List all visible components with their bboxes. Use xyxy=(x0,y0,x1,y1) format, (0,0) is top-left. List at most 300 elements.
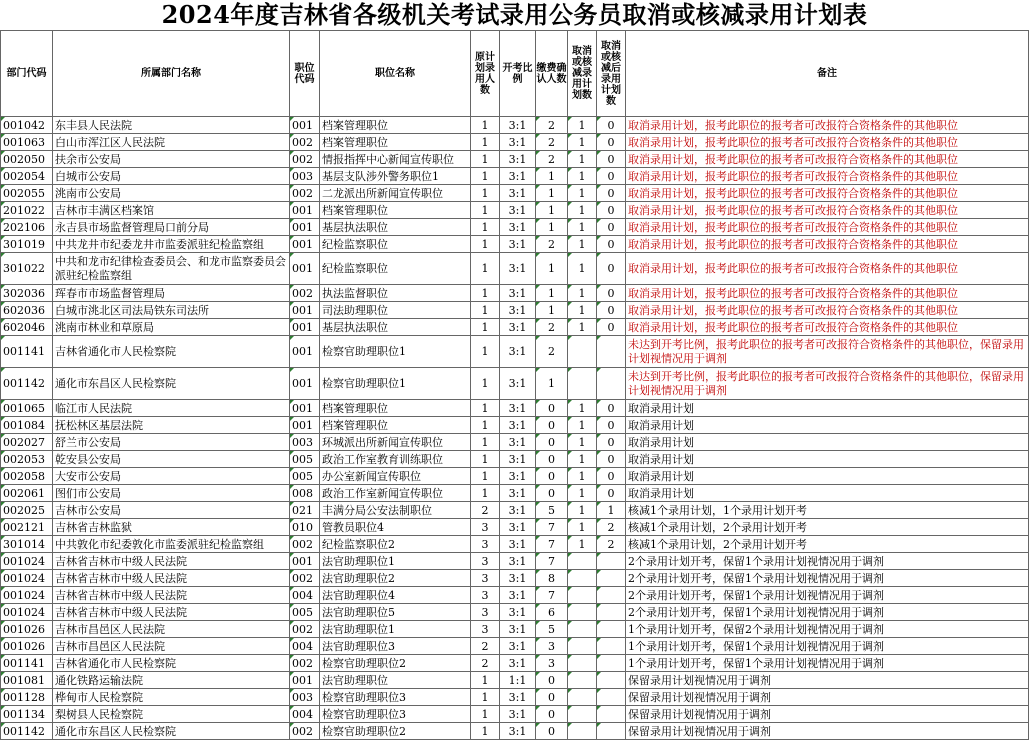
cell-cut: 1 xyxy=(568,253,597,285)
cell-remark: 取消录用计划，报考此职位的报考者可改报符合资格条件的其他职位 xyxy=(626,236,1029,253)
table-row xyxy=(1,502,1029,519)
cell-cut xyxy=(568,706,597,723)
table-row xyxy=(1,706,1029,723)
cell-planned: 1 xyxy=(471,134,500,151)
cell-cut xyxy=(568,638,597,655)
cell-pos-code: 001 xyxy=(290,368,320,400)
cell-after xyxy=(597,706,626,723)
cell-cut: 1 xyxy=(568,236,597,253)
cell-cut: 1 xyxy=(568,134,597,151)
cell-remark: 2个录用计划开考，保留1个录用计划视情况用于调剂 xyxy=(626,553,1029,570)
cell-dept-code: 002027 xyxy=(1,434,53,451)
cell-after xyxy=(597,689,626,706)
cell-pos-name: 档案管理职位 xyxy=(320,117,471,134)
table-row xyxy=(1,236,1029,253)
cell-cut xyxy=(568,570,597,587)
cell-dept-name: 吉林省吉林市中级人民法院 xyxy=(53,570,290,587)
cell-after: 2 xyxy=(597,536,626,553)
cell-remark: 取消录用计划，报考此职位的报考者可改报符合资格条件的其他职位 xyxy=(626,319,1029,336)
cell-ratio: 3:1 xyxy=(500,417,536,434)
cell-ratio: 3:1 xyxy=(500,117,536,134)
table-row xyxy=(1,485,1029,502)
cell-confirmed: 1 xyxy=(536,368,568,400)
cell-dept-name: 吉林市昌邑区人民法院 xyxy=(53,621,290,638)
cell-confirmed: 7 xyxy=(536,587,568,604)
table-row xyxy=(1,117,1029,134)
table-row xyxy=(1,570,1029,587)
cell-after: 0 xyxy=(597,202,626,219)
cell-dept-name: 中共和龙市纪律检查委员会、和龙市监察委员会派驻纪检监察组 xyxy=(53,253,290,285)
cell-remark: 1个录用计划开考，保留2个录用计划视情况用于调剂 xyxy=(626,621,1029,638)
cell-confirmed: 0 xyxy=(536,689,568,706)
cell-pos-code: 004 xyxy=(290,638,320,655)
cell-pos-name: 法官助理职位 xyxy=(320,672,471,689)
cell-pos-code: 005 xyxy=(290,604,320,621)
cell-after: 0 xyxy=(597,417,626,434)
cell-remark: 取消录用计划，报考此职位的报考者可改报符合资格条件的其他职位 xyxy=(626,285,1029,302)
cell-remark: 未达到开考比例，报考此职位的报考者可改报符合资格条件的其他职位，保留录用计划视情况用于调剂 xyxy=(626,368,1029,400)
cell-pos-name: 基层执法职位 xyxy=(320,319,471,336)
cell-dept-code: 301022 xyxy=(1,253,53,285)
cell-remark: 取消录用计划，报考此职位的报考者可改报符合资格条件的其他职位 xyxy=(626,134,1029,151)
cell-cut xyxy=(568,655,597,672)
cell-remark: 1个录用计划开考，保留1个录用计划视情况用于调剂 xyxy=(626,638,1029,655)
cell-planned: 1 xyxy=(471,368,500,400)
cell-confirmed: 0 xyxy=(536,672,568,689)
cell-dept-code: 602046 xyxy=(1,319,53,336)
cell-remark: 取消录用计划，报考此职位的报考者可改报符合资格条件的其他职位 xyxy=(626,302,1029,319)
cell-planned: 1 xyxy=(471,319,500,336)
cell-remark: 未达到开考比例，报考此职位的报考者可改报符合资格条件的其他职位，保留录用计划视情况用于调剂 xyxy=(626,336,1029,368)
cell-confirmed: 0 xyxy=(536,400,568,417)
cell-after: 0 xyxy=(597,253,626,285)
cell-pos-code: 001 xyxy=(290,219,320,236)
cell-remark: 保留录用计划视情况用于调剂 xyxy=(626,689,1029,706)
cell-planned: 1 xyxy=(471,400,500,417)
cell-confirmed: 0 xyxy=(536,706,568,723)
cell-pos-code: 003 xyxy=(290,689,320,706)
cell-dept-name: 吉林省通化市人民检察院 xyxy=(53,336,290,368)
cell-confirmed: 2 xyxy=(536,336,568,368)
cell-ratio: 3:1 xyxy=(500,185,536,202)
cell-pos-code: 004 xyxy=(290,706,320,723)
cell-dept-name: 图们市公安局 xyxy=(53,485,290,502)
cell-remark: 2个录用计划开考，保留1个录用计划视情况用于调剂 xyxy=(626,570,1029,587)
cell-confirmed: 8 xyxy=(536,570,568,587)
cell-ratio: 3:1 xyxy=(500,253,536,285)
cell-pos-name: 法官助理职位4 xyxy=(320,587,471,604)
cell-planned: 1 xyxy=(471,117,500,134)
header-remark: 备注 xyxy=(626,31,1029,117)
cell-planned: 1 xyxy=(471,485,500,502)
cell-cut: 1 xyxy=(568,302,597,319)
table-row xyxy=(1,185,1029,202)
cell-dept-code: 001065 xyxy=(1,400,53,417)
header-pos-name: 职位名称 xyxy=(320,31,471,117)
header-ratio: 开考比例 xyxy=(500,31,536,117)
cell-confirmed: 0 xyxy=(536,451,568,468)
cell-cut: 1 xyxy=(568,185,597,202)
cell-after: 0 xyxy=(597,219,626,236)
cell-after xyxy=(597,672,626,689)
cell-pos-code: 008 xyxy=(290,485,320,502)
cell-pos-name: 丰满分局公安法制职位 xyxy=(320,502,471,519)
cell-ratio: 3:1 xyxy=(500,638,536,655)
cell-dept-code: 001042 xyxy=(1,117,53,134)
cell-pos-code: 001 xyxy=(290,553,320,570)
cell-after: 2 xyxy=(597,519,626,536)
cell-ratio: 3:1 xyxy=(500,400,536,417)
cell-dept-code: 001141 xyxy=(1,655,53,672)
cell-pos-name: 档案管理职位 xyxy=(320,417,471,434)
header-dept-name: 所属部门名称 xyxy=(53,31,290,117)
cell-confirmed: 7 xyxy=(536,536,568,553)
cell-confirmed: 2 xyxy=(536,319,568,336)
cell-dept-code: 202106 xyxy=(1,219,53,236)
cell-planned: 3 xyxy=(471,570,500,587)
cell-remark: 保留录用计划视情况用于调剂 xyxy=(626,723,1029,740)
cell-remark: 取消录用计划，报考此职位的报考者可改报符合资格条件的其他职位 xyxy=(626,168,1029,185)
cell-pos-code: 001 xyxy=(290,117,320,134)
table-row xyxy=(1,202,1029,219)
cell-planned: 1 xyxy=(471,689,500,706)
page-title: 2024年度吉林省各级机关考试录用公务员取消或核减录用计划表 xyxy=(161,0,868,29)
cell-cut: 1 xyxy=(568,434,597,451)
table-row xyxy=(1,302,1029,319)
cell-cut: 1 xyxy=(568,151,597,168)
cell-after xyxy=(597,368,626,400)
cell-dept-code: 301019 xyxy=(1,236,53,253)
cell-remark: 取消录用计划，报考此职位的报考者可改报符合资格条件的其他职位 xyxy=(626,151,1029,168)
cell-dept-name: 吉林省通化市人民检察院 xyxy=(53,655,290,672)
cell-dept-name: 珲春市市场监督管理局 xyxy=(53,285,290,302)
cell-dept-name: 白城市公安局 xyxy=(53,168,290,185)
cell-planned: 3 xyxy=(471,536,500,553)
cell-cut: 1 xyxy=(568,536,597,553)
cell-planned: 1 xyxy=(471,236,500,253)
cell-dept-name: 吉林省吉林市中级人民法院 xyxy=(53,553,290,570)
cell-after: 0 xyxy=(597,400,626,417)
cell-cut: 1 xyxy=(568,417,597,434)
cell-cut xyxy=(568,604,597,621)
cell-ratio: 3:1 xyxy=(500,368,536,400)
cell-ratio: 3:1 xyxy=(500,302,536,319)
cell-ratio: 3:1 xyxy=(500,604,536,621)
cell-pos-code: 002 xyxy=(290,655,320,672)
cell-pos-name: 管教员职位4 xyxy=(320,519,471,536)
cell-confirmed: 2 xyxy=(536,117,568,134)
cell-planned: 1 xyxy=(471,434,500,451)
cell-pos-code: 002 xyxy=(290,536,320,553)
table-row xyxy=(1,621,1029,638)
cell-ratio: 3:1 xyxy=(500,202,536,219)
cell-dept-name: 桦甸市人民检察院 xyxy=(53,689,290,706)
cell-planned: 2 xyxy=(471,638,500,655)
cell-planned: 1 xyxy=(471,202,500,219)
cell-planned: 1 xyxy=(471,285,500,302)
cell-remark: 取消录用计划，报考此职位的报考者可改报符合资格条件的其他职位 xyxy=(626,117,1029,134)
cell-dept-name: 吉林市丰满区档案馆 xyxy=(53,202,290,219)
cell-after: 0 xyxy=(597,434,626,451)
cell-pos-name: 纪检监察职位 xyxy=(320,253,471,285)
table-row xyxy=(1,400,1029,417)
cell-pos-code: 003 xyxy=(290,168,320,185)
cell-pos-name: 档案管理职位 xyxy=(320,202,471,219)
cell-after xyxy=(597,570,626,587)
cell-ratio: 3:1 xyxy=(500,485,536,502)
table-row xyxy=(1,553,1029,570)
header-dept-code: 部门代码 xyxy=(1,31,53,117)
cell-pos-name: 检察官助理职位1 xyxy=(320,368,471,400)
cell-after xyxy=(597,336,626,368)
cell-dept-code: 001142 xyxy=(1,368,53,400)
cell-dept-code: 201022 xyxy=(1,202,53,219)
cell-dept-code: 002050 xyxy=(1,151,53,168)
cell-dept-code: 001024 xyxy=(1,570,53,587)
cell-planned: 2 xyxy=(471,655,500,672)
cell-cut: 1 xyxy=(568,485,597,502)
table-row xyxy=(1,468,1029,485)
cell-cut xyxy=(568,621,597,638)
cell-confirmed: 1 xyxy=(536,253,568,285)
table-row xyxy=(1,336,1029,368)
cell-after: 0 xyxy=(597,185,626,202)
cell-ratio: 3:1 xyxy=(500,689,536,706)
cell-cut xyxy=(568,368,597,400)
cell-dept-code: 301014 xyxy=(1,536,53,553)
cell-pos-code: 001 xyxy=(290,319,320,336)
cell-dept-code: 002121 xyxy=(1,519,53,536)
cell-dept-code: 302036 xyxy=(1,285,53,302)
cell-pos-code: 001 xyxy=(290,417,320,434)
cell-pos-name: 司法助理职位 xyxy=(320,302,471,319)
cell-dept-code: 001063 xyxy=(1,134,53,151)
cell-remark: 2个录用计划开考，保留1个录用计划视情况用于调剂 xyxy=(626,587,1029,604)
cell-planned: 1 xyxy=(471,468,500,485)
cell-dept-name: 抚松林区基层法院 xyxy=(53,417,290,434)
cell-cut xyxy=(568,723,597,740)
cell-remark: 取消录用计划，报考此职位的报考者可改报符合资格条件的其他职位 xyxy=(626,185,1029,202)
cell-after: 0 xyxy=(597,285,626,302)
cell-pos-name: 法官助理职位1 xyxy=(320,553,471,570)
cell-pos-name: 检察官助理职位3 xyxy=(320,706,471,723)
cell-confirmed: 0 xyxy=(536,723,568,740)
cell-pos-code: 010 xyxy=(290,519,320,536)
cell-dept-name: 扶余市公安局 xyxy=(53,151,290,168)
cell-dept-code: 001084 xyxy=(1,417,53,434)
cell-cut: 1 xyxy=(568,468,597,485)
header-pos-code: 职位代码 xyxy=(290,31,320,117)
cell-after xyxy=(597,587,626,604)
cell-cut: 1 xyxy=(568,168,597,185)
cell-pos-name: 环城派出所新闻宣传职位 xyxy=(320,434,471,451)
cell-remark: 保留录用计划视情况用于调剂 xyxy=(626,672,1029,689)
cell-dept-name: 白城市洮北区司法局铁东司法所 xyxy=(53,302,290,319)
cell-pos-code: 002 xyxy=(290,570,320,587)
cell-pos-code: 005 xyxy=(290,451,320,468)
cell-ratio: 3:1 xyxy=(500,621,536,638)
cell-dept-name: 通化铁路运输法院 xyxy=(53,672,290,689)
cell-confirmed: 0 xyxy=(536,485,568,502)
cell-remark: 核减1个录用计划，2个录用计划开考 xyxy=(626,536,1029,553)
cell-pos-code: 003 xyxy=(290,434,320,451)
cell-cut xyxy=(568,672,597,689)
cell-pos-code: 004 xyxy=(290,587,320,604)
cell-remark: 核减1个录用计划，1个录用计划开考 xyxy=(626,502,1029,519)
cell-dept-code: 001128 xyxy=(1,689,53,706)
cell-planned: 3 xyxy=(471,553,500,570)
cell-planned: 1 xyxy=(471,723,500,740)
table-row xyxy=(1,368,1029,400)
cell-dept-code: 001024 xyxy=(1,553,53,570)
cell-dept-name: 吉林省吉林市中级人民法院 xyxy=(53,604,290,621)
cell-dept-name: 吉林省吉林监狱 xyxy=(53,519,290,536)
cell-remark: 取消录用计划，报考此职位的报考者可改报符合资格条件的其他职位 xyxy=(626,253,1029,285)
cell-pos-name: 情报指挥中心新闻宣传职位 xyxy=(320,151,471,168)
cell-remark: 取消录用计划 xyxy=(626,468,1029,485)
cell-dept-code: 001141 xyxy=(1,336,53,368)
cell-ratio: 3:1 xyxy=(500,655,536,672)
cell-pos-code: 001 xyxy=(290,400,320,417)
cell-after xyxy=(597,655,626,672)
cell-pos-name: 检察官助理职位3 xyxy=(320,689,471,706)
cell-after xyxy=(597,553,626,570)
cell-dept-name: 梨树县人民检察院 xyxy=(53,706,290,723)
cell-pos-code: 002 xyxy=(290,723,320,740)
cell-ratio: 3:1 xyxy=(500,587,536,604)
header-cut: 取消或核减录用计划数 xyxy=(568,31,597,117)
cell-pos-name: 政治工作室教育训练职位 xyxy=(320,451,471,468)
cell-dept-name: 通化市东昌区人民检察院 xyxy=(53,368,290,400)
cell-cut: 1 xyxy=(568,117,597,134)
cell-dept-code: 002053 xyxy=(1,451,53,468)
cell-dept-name: 吉林市公安局 xyxy=(53,502,290,519)
cell-pos-code: 001 xyxy=(290,236,320,253)
cell-pos-code: 002 xyxy=(290,285,320,302)
cell-remark: 取消录用计划，报考此职位的报考者可改报符合资格条件的其他职位 xyxy=(626,202,1029,219)
cell-planned: 1 xyxy=(471,336,500,368)
table-row xyxy=(1,285,1029,302)
cell-planned: 1 xyxy=(471,672,500,689)
cell-confirmed: 3 xyxy=(536,638,568,655)
cell-dept-name: 吉林市昌邑区人民法院 xyxy=(53,638,290,655)
cell-ratio: 3:1 xyxy=(500,451,536,468)
header-planned: 原计划录用人数 xyxy=(471,31,500,117)
cell-planned: 1 xyxy=(471,185,500,202)
cell-ratio: 3:1 xyxy=(500,502,536,519)
cell-pos-code: 005 xyxy=(290,468,320,485)
cell-confirmed: 1 xyxy=(536,302,568,319)
cell-planned: 1 xyxy=(471,706,500,723)
cell-pos-code: 021 xyxy=(290,502,320,519)
cell-ratio: 3:1 xyxy=(500,168,536,185)
cell-confirmed: 1 xyxy=(536,285,568,302)
cell-ratio: 3:1 xyxy=(500,236,536,253)
cell-pos-code: 002 xyxy=(290,151,320,168)
cell-after: 0 xyxy=(597,468,626,485)
cell-pos-name: 法官助理职位1 xyxy=(320,621,471,638)
cell-pos-code: 001 xyxy=(290,253,320,285)
cell-cut: 1 xyxy=(568,519,597,536)
cell-confirmed: 2 xyxy=(536,236,568,253)
cell-ratio: 3:1 xyxy=(500,723,536,740)
cell-dept-name: 大安市公安局 xyxy=(53,468,290,485)
cell-planned: 1 xyxy=(471,168,500,185)
table-row xyxy=(1,672,1029,689)
cell-remark: 2个录用计划开考，保留1个录用计划视情况用于调剂 xyxy=(626,604,1029,621)
cell-dept-name: 临江市人民法院 xyxy=(53,400,290,417)
cell-planned: 3 xyxy=(471,621,500,638)
cell-dept-code: 001081 xyxy=(1,672,53,689)
cell-cut xyxy=(568,689,597,706)
cell-remark: 取消录用计划 xyxy=(626,434,1029,451)
cell-remark: 取消录用计划 xyxy=(626,485,1029,502)
cell-pos-name: 法官助理职位5 xyxy=(320,604,471,621)
cell-ratio: 1:1 xyxy=(500,672,536,689)
table-row xyxy=(1,253,1029,285)
table-row xyxy=(1,638,1029,655)
cell-after: 0 xyxy=(597,319,626,336)
cell-pos-name: 法官助理职位3 xyxy=(320,638,471,655)
cell-planned: 3 xyxy=(471,587,500,604)
table-row xyxy=(1,434,1029,451)
cell-confirmed: 7 xyxy=(536,553,568,570)
cell-confirmed: 6 xyxy=(536,604,568,621)
cell-dept-code: 001026 xyxy=(1,621,53,638)
cell-after: 1 xyxy=(597,502,626,519)
cell-after: 0 xyxy=(597,485,626,502)
table-row xyxy=(1,134,1029,151)
cell-cut: 1 xyxy=(568,400,597,417)
cell-confirmed: 7 xyxy=(536,519,568,536)
cell-confirmed: 1 xyxy=(536,168,568,185)
cell-ratio: 3:1 xyxy=(500,536,536,553)
cell-confirmed: 5 xyxy=(536,502,568,519)
cell-pos-code: 001 xyxy=(290,302,320,319)
cell-ratio: 3:1 xyxy=(500,151,536,168)
cell-confirmed: 5 xyxy=(536,621,568,638)
cell-planned: 1 xyxy=(471,302,500,319)
cell-pos-code: 001 xyxy=(290,336,320,368)
cell-after: 0 xyxy=(597,151,626,168)
cell-dept-name: 白山市浑江区人民法院 xyxy=(53,134,290,151)
table-row xyxy=(1,689,1029,706)
cell-pos-name: 检察官助理职位1 xyxy=(320,336,471,368)
cell-confirmed: 0 xyxy=(536,434,568,451)
cell-ratio: 3:1 xyxy=(500,285,536,302)
cell-planned: 1 xyxy=(471,451,500,468)
cell-remark: 保留录用计划视情况用于调剂 xyxy=(626,706,1029,723)
cell-pos-name: 办公室新闻宣传职位 xyxy=(320,468,471,485)
cell-after xyxy=(597,621,626,638)
cell-pos-name: 二龙派出所新闻宣传职位 xyxy=(320,185,471,202)
cell-planned: 1 xyxy=(471,253,500,285)
cell-pos-name: 基层支队涉外警务职位1 xyxy=(320,168,471,185)
cell-planned: 3 xyxy=(471,519,500,536)
header-after: 取消或核减后录用计划数 xyxy=(597,31,626,117)
cell-ratio: 3:1 xyxy=(500,706,536,723)
cell-pos-name: 档案管理职位 xyxy=(320,400,471,417)
cell-dept-code: 002055 xyxy=(1,185,53,202)
cell-pos-code: 002 xyxy=(290,621,320,638)
table-row xyxy=(1,451,1029,468)
cell-cut: 1 xyxy=(568,502,597,519)
cell-cut xyxy=(568,553,597,570)
cell-ratio: 3:1 xyxy=(500,319,536,336)
cell-dept-name: 乾安县公安局 xyxy=(53,451,290,468)
cell-pos-code: 001 xyxy=(290,672,320,689)
cell-after: 0 xyxy=(597,134,626,151)
